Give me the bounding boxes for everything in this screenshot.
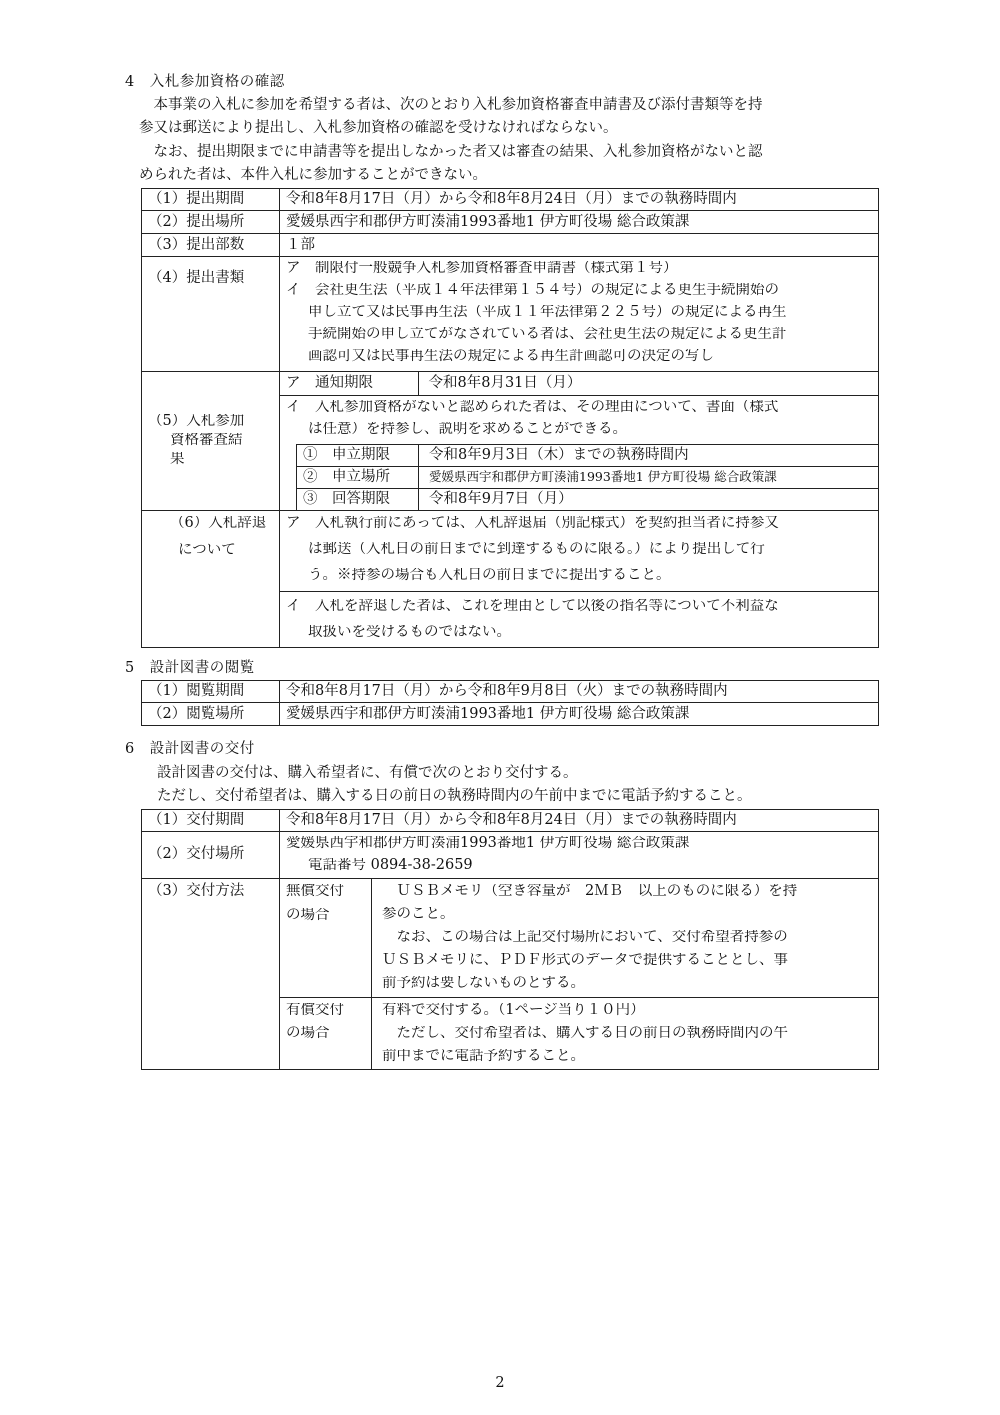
inspection-place-label: （2）閲覧場所 xyxy=(142,703,280,726)
section-4-paragraph-1-line-1: 本事業の入札に参加を希望する者は、次のとおり入札参加資格審査申請書及び添付書類等を持 xyxy=(139,97,763,113)
inspection-period-label: （1）閲覧期間 xyxy=(142,681,280,703)
free-distribution-label-line-1: 無償交付 xyxy=(286,884,344,899)
appeal-place-value: 愛媛県西宇和郡伊方町湊浦1993番地1 伊方町役場 総合政策課 xyxy=(419,466,879,488)
distribution-period-value: 令和8年8月17日（月）から令和8年8月24日（月）までの執務時間内 xyxy=(280,810,879,832)
section-6-paragraph-2: ただし、交付希望者は、購入する日の前日の執務時間内の午前中までに電話予約すること。 xyxy=(157,788,752,804)
submission-place-label: （2）提出場所 xyxy=(142,211,280,234)
paid-distribution-label-line-2: の場合 xyxy=(286,1026,330,1041)
table-row xyxy=(142,211,879,234)
table-row xyxy=(142,189,879,211)
submission-copies-label: （3）提出部数 xyxy=(142,234,280,257)
appeal-deadline-label: ① 申立期限 xyxy=(297,444,419,466)
documents-item-b-line-3: 手続開始の申し立てがなされている者は、会社更生法の規定による更生計 xyxy=(308,327,787,342)
submission-documents-label: （4）提出書類 xyxy=(142,257,280,372)
documents-item-b-line-2: 申し立て又は民事再生法（平成１１年法律第２２５号）の規定による再生 xyxy=(308,305,787,320)
answer-deadline-label: ③ 回答期限 xyxy=(297,488,419,510)
submission-period-value: 令和8年8月17日（月）から令和8年8月24日（月）までの執務時間内 xyxy=(280,189,879,211)
inspection-table xyxy=(141,680,879,726)
submission-place-value: 愛媛県西宇和郡伊方町湊浦1993番地1 伊方町役場 総合政策課 xyxy=(280,211,879,234)
appeal-place-label: ② 申立場所 xyxy=(297,466,419,488)
section-5-heading: 5 設計図書の閲覧 xyxy=(125,660,255,676)
table-row xyxy=(142,810,879,832)
inspection-place-value: 愛媛県西宇和郡伊方町湊浦1993番地1 伊方町役場 総合政策課 xyxy=(280,703,879,726)
distribution-place-label: （2）交付場所 xyxy=(142,832,280,879)
section-4-paragraph-2-line-1: なお、提出期限までに申請書等を提出しなかった者又は審査の結果、入札参加資格がないと認 xyxy=(139,144,763,160)
free-distribution-text-line-3: なお、この場合は上記交付場所において、交付希望者持参の xyxy=(382,930,788,945)
free-distribution-text-line-1: ＵＳＢメモリ（空き容量が 2ＭＢ 以上のものに限る）を持 xyxy=(382,884,798,899)
result-item-b-line-1: イ 入札参加資格がないと認められた者は、その理由について、書面（様式 xyxy=(286,399,779,415)
withdraw-item-a-line-2: は郵送（入札日の前日までに到達するものに限る。）により提出して行 xyxy=(308,542,765,557)
submission-copies-value: １部 xyxy=(280,234,879,257)
result-item-b-line-2: は任意）を持参し、説明を求めることができる。 xyxy=(308,421,627,437)
withdraw-item-b-line-1: イ 入札を辞退した者は、これを理由として以後の指名等について不利益な xyxy=(286,599,779,614)
table-row xyxy=(142,703,879,726)
documents-item-b-line-4: 画認可又は民事再生法の規定による再生計画認可の決定の写し xyxy=(308,349,714,364)
notice-deadline-label: ア 通知期限 xyxy=(280,372,418,395)
table-row xyxy=(142,681,879,703)
free-distribution-text-line-2: 参のこと。 xyxy=(382,907,455,922)
inspection-period-value: 令和8年8月17日（月）から令和8年9月8日（火）までの執務時間内 xyxy=(280,681,879,703)
free-distribution-text-line-4: ＵＳＢメモリに、ＰＤＦ形式のデータで提供することとし、事 xyxy=(382,953,788,968)
distribution-place-address: 愛媛県西宇和郡伊方町湊浦1993番地1 伊方町役場 総合政策課 xyxy=(286,836,690,851)
submission-period-label: （1）提出期間 xyxy=(142,189,280,211)
withdraw-item-b-line-2: 取扱いを受けるものではない。 xyxy=(308,625,511,640)
result-label-line-3: 果 xyxy=(170,452,185,467)
documents-item-b-line-1: イ 会社更生法（平成１４年法律第１５４号）の規定による更生手続開始の xyxy=(286,283,779,298)
distribution-place-phone: 電話番号 0894-38-2659 xyxy=(308,858,473,873)
table-row xyxy=(142,832,879,879)
free-distribution-label-line-2: の場合 xyxy=(286,908,330,923)
result-details xyxy=(280,372,878,444)
free-distribution-text-line-5: 前予約は要しないものとする。 xyxy=(382,976,585,991)
submission-table xyxy=(141,188,879,648)
table-row xyxy=(142,257,879,372)
withdraw-item-a-line-1: ア 入札執行前にあっては、入札辞退届（別記様式）を契約担当者に持参又 xyxy=(286,516,779,531)
table-row xyxy=(142,511,879,648)
section-6-paragraph-1: 設計図書の交付は、購入希望者に、有償で次のとおり交付する。 xyxy=(157,765,578,781)
documents-item-a: ア 制限付一般競争入札参加資格審査申請書（様式第１号） xyxy=(286,261,678,276)
withdraw-label-line-1: （6）入札辞退 xyxy=(170,516,267,531)
section-4-heading: 4 入札参加資格の確認 xyxy=(125,74,285,90)
answer-deadline-value: 令和8年9月7日（月） xyxy=(429,490,573,507)
distribution-period-label: （1）交付期間 xyxy=(142,810,280,832)
notice-deadline-value: 令和8年8月31日（月） xyxy=(418,372,878,395)
distribution-method-label: （3）交付方法 xyxy=(142,879,280,1070)
paid-distribution-label-line-1: 有償交付 xyxy=(286,1003,344,1018)
section-4-paragraph-2-line-2: められた者は、本件入札に参加することができない。 xyxy=(139,167,487,183)
appeal-deadline-value: 令和8年9月3日（木）までの執務時間内 xyxy=(419,444,879,466)
withdraw-label-line-2: について xyxy=(178,543,236,558)
withdraw-item-a-line-3: う。※持参の場合も入札日の前日までに提出すること。 xyxy=(308,568,671,583)
paid-distribution-text-line-2: ただし、交付希望者は、購入する日の前日の執務時間内の午 xyxy=(382,1026,788,1041)
result-label-line-2: 資格審査結 xyxy=(170,433,243,448)
section-6-heading: 6 設計図書の交付 xyxy=(125,741,255,757)
result-label-line-1: （5）入札参加 xyxy=(148,414,245,429)
table-row xyxy=(142,234,879,257)
appeal-items xyxy=(296,444,878,511)
paid-distribution-text-line-1: 有料で交付する。（1ページ当り１０円） xyxy=(382,1003,645,1018)
page-number: 2 xyxy=(495,1375,505,1391)
paid-distribution-text-line-3: 前中までに電話予約すること。 xyxy=(382,1049,585,1064)
section-4-paragraph-1-line-2: 参又は郵送により提出し、入札参加資格の確認を受けなければならない。 xyxy=(139,120,618,136)
distribution-table xyxy=(141,809,879,1070)
table-row xyxy=(142,372,879,511)
table-row xyxy=(142,879,879,998)
